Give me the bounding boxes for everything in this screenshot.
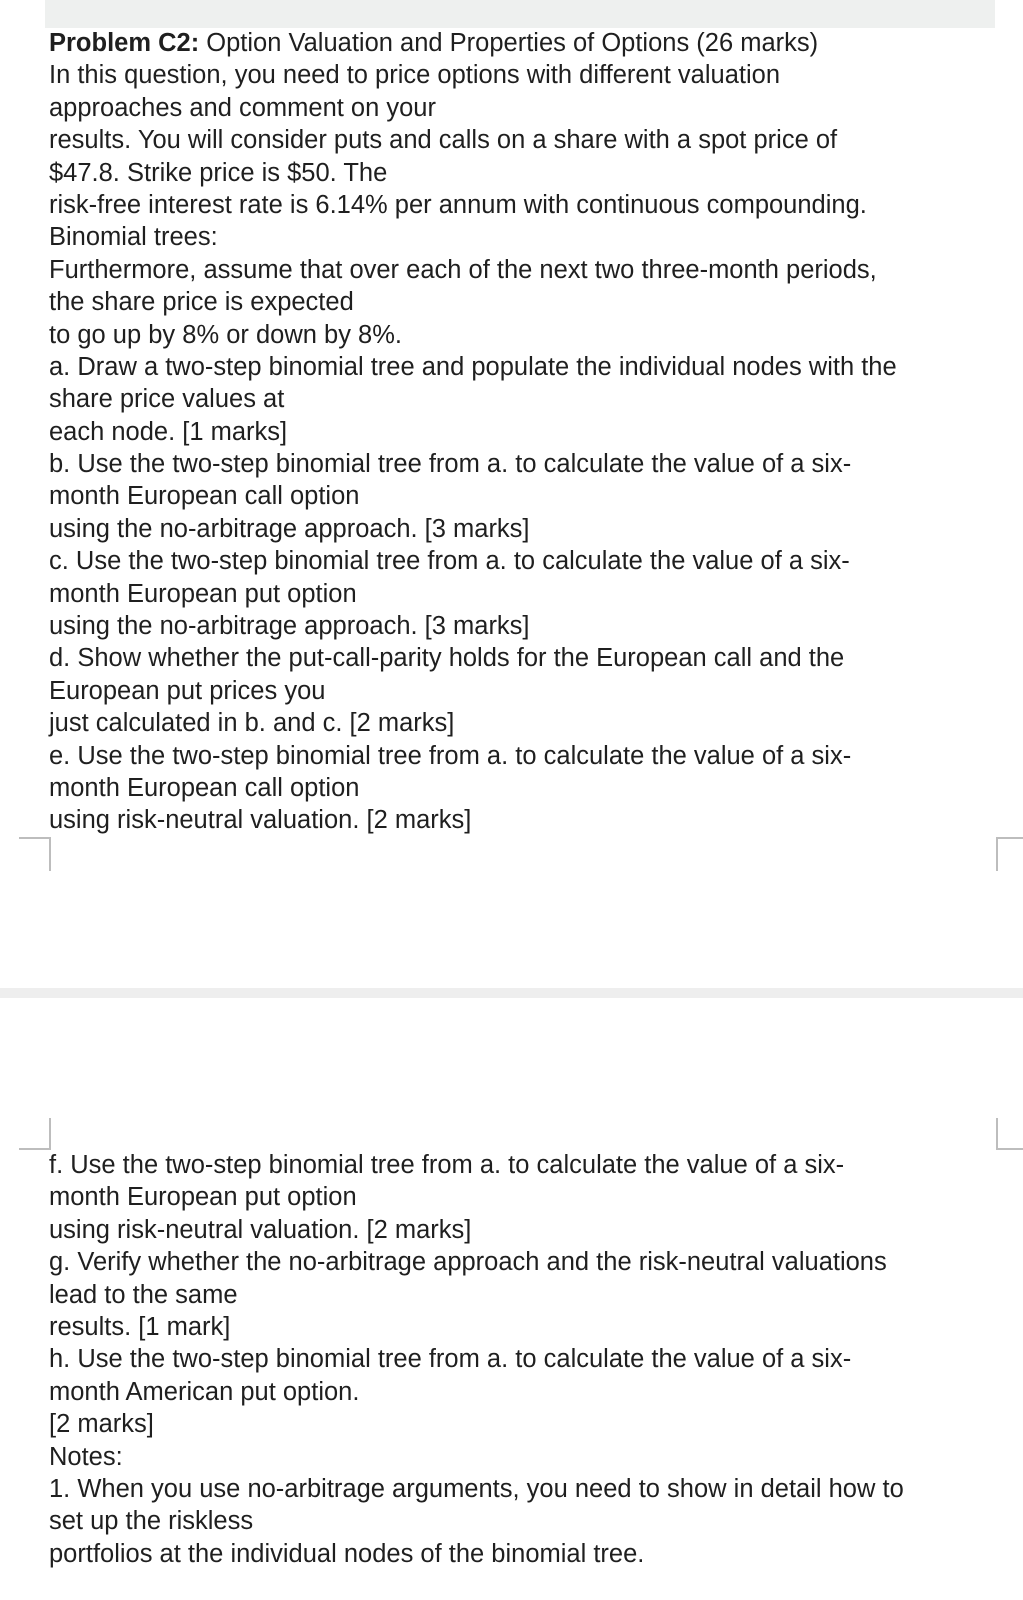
problem-title-text: Option Valuation and Properties of Options (26 marks)	[199, 29, 819, 57]
text-line: Furthermore, assume that over each of the next two three-month periods,	[49, 255, 877, 284]
text-line: [2 marks]	[49, 1410, 154, 1439]
text-line: month American put option.	[49, 1377, 360, 1406]
problem-title-label: Problem C2:	[49, 29, 200, 57]
text-line: month European call option	[49, 773, 360, 802]
text-line: b. Use the two-step binomial tree from a. to calculate the value of a six-	[49, 450, 852, 479]
text-line: to go up by 8% or down by 8%.	[49, 320, 402, 349]
text-line: e. Use the two-step binomial tree from a. to calculate the value of a six-	[49, 741, 852, 770]
margin-corner-mark	[996, 837, 1023, 871]
text-line: results. [1 mark]	[49, 1312, 231, 1341]
text-line: using the no-arbitrage approach. [3 marks]	[49, 612, 530, 641]
text-line: In this question, you need to price options with different valuation	[49, 61, 780, 90]
text-line: using risk-neutral valuation. [2 marks]	[49, 1215, 472, 1244]
text-line: h. Use the two-step binomial tree from a. to calculate the value of a six-	[49, 1345, 852, 1374]
text-line: share price values at	[49, 385, 285, 414]
margin-corner-mark	[19, 1118, 51, 1150]
text-line: $47.8. Strike price is $50. The	[49, 158, 388, 187]
page-top-shade	[45, 0, 995, 28]
problem-text-page-2	[49, 1149, 1009, 1570]
text-line: a. Draw a two-step binomial tree and populate the individual nodes with the	[49, 352, 897, 381]
text-line: month European put option	[49, 1183, 357, 1212]
text-line: c. Use the two-step binomial tree from a. to calculate the value of a six-	[49, 547, 850, 576]
text-line: portfolios at the individual nodes of the binomial tree.	[49, 1539, 645, 1568]
text-line: European put prices you	[49, 676, 326, 705]
text-line: d. Show whether the put-call-parity holds for the European call and the	[49, 644, 845, 673]
text-line: month European put option	[49, 579, 357, 608]
text-line: f. Use the two-step binomial tree from a. to calculate the value of a six-	[49, 1151, 845, 1179]
text-line: results. You will consider puts and calls on a share with a spot price of	[49, 126, 838, 155]
text-line: approaches and comment on your	[49, 93, 436, 122]
text-line: 1. When you use no-arbitrage arguments, you need to show in detail how to	[49, 1474, 904, 1503]
problem-title	[49, 27, 1009, 59]
page-separator	[0, 988, 1023, 998]
text-line: using the no-arbitrage approach. [3 marks]	[49, 514, 530, 543]
text-line: using risk-neutral valuation. [2 marks]	[49, 806, 472, 835]
text-line: Binomial trees:	[49, 223, 218, 252]
text-line: set up the riskless	[49, 1507, 254, 1536]
text-line: risk-free interest rate is 6.14% per annum with continuous compounding.	[49, 190, 867, 219]
problem-text-page-1	[49, 27, 1009, 837]
text-line: g. Verify whether the no-arbitrage approach and the risk-neutral valuations	[49, 1248, 887, 1277]
margin-corner-mark	[996, 1118, 1023, 1150]
margin-corner-mark	[19, 837, 51, 871]
text-line: month European call option	[49, 482, 360, 511]
text-line: just calculated in b. and c. [2 marks]	[49, 709, 455, 738]
text-line: lead to the same	[49, 1280, 238, 1309]
text-line: the share price is expected	[49, 288, 354, 317]
text-line: Notes:	[49, 1442, 123, 1471]
text-line: each node. [1 marks]	[49, 417, 288, 446]
